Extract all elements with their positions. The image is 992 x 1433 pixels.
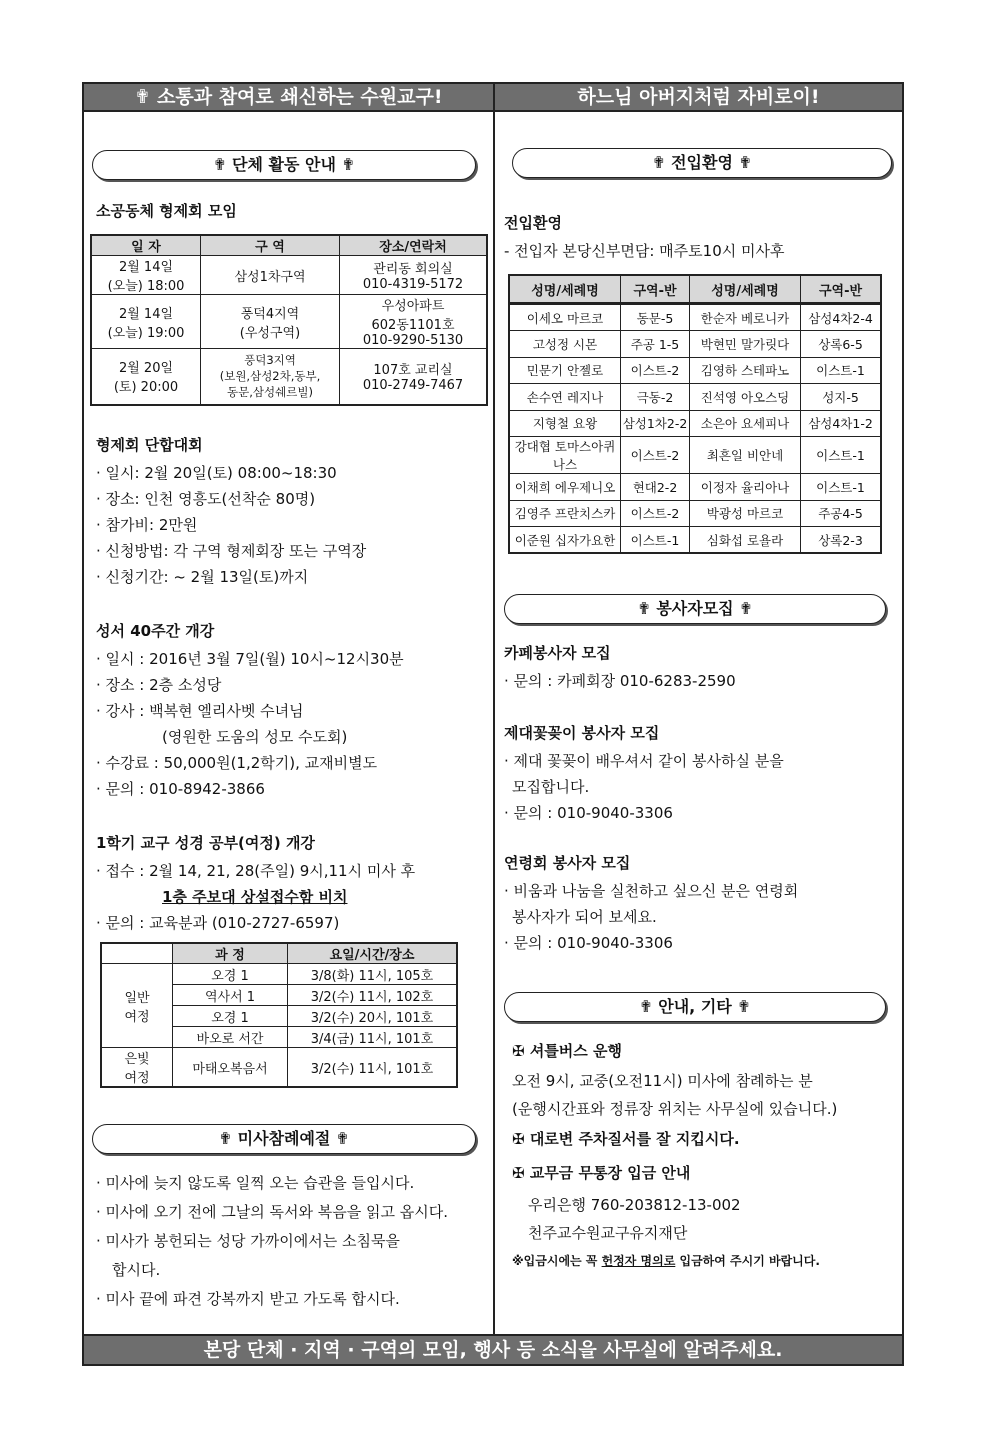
newcomer-area: 동문-5 (621, 304, 690, 331)
deposit-line: ✠ 교무금 무통장 입금 안내 (512, 1164, 691, 1182)
table-row: 오경 1 3/2(수) 20시, 101호 (101, 1006, 457, 1027)
mass-etiquette-heading: ✟ 미사참례예절 ✟ (92, 1124, 476, 1154)
volunteer-heading: ✟ 봉사자모집 ✟ (504, 594, 886, 624)
notice-heading: ✟ 안내, 기타 ✟ (504, 992, 886, 1022)
newcomer-area: 주공 1-5 (621, 331, 690, 358)
column-divider (493, 112, 495, 1338)
table-row (509, 384, 881, 411)
slogan-right: 하느님 아버지처럼 자비로이! (577, 86, 820, 108)
parking-line: ✠ 대로변 주차질서를 잘 지킵시다. (512, 1130, 740, 1148)
welcome-note: - 전입자 본당신부면담: 매주토10시 미사후 (504, 242, 785, 260)
newcomer-name: 지형철 요왕 (509, 410, 621, 437)
table-row (509, 474, 881, 501)
bulletin-page: ✟ 소통과 참여로 쇄신하는 수원교구! 하느님 아버지처럼 자비로이! ✟ 단체 활동 안내 ✟ 소공동체 형제회 모임 일 자 구 역 장소/연락처 2월 14일 (오늘) 18:00 삼성1차구역 관리동 회의실 010-4319-5172 2월 14일 (오늘) 19:00 풍덕4지역 (우성구역) 우성아파트 602동1101호 010-9290-5130 2월 20일 (토) 20:00 풍덕3지역 (보원,삼성2차,동부, 동문,삼성쉐르빌) 107호 교리실 010-2749-7467 형제회 단합대회 · 일시: 2월 20일(토) 08:00~18:30 · 장소: 인천 영흥도(선착순 80명) · 참가비: 2만원 · 신청방법: 각 구역 형제회장 또는 구역장 · 신청기간: ~ 2월 13일(토)까지 성서 40주간 개강 · 일시 : 2016년 3월 7일(월) 10시~12시30분 · 장소 : 2층 소성당 · 강사 : 백복현 엘리사벳 수녀님 (영원한 도움의 성모 수도회) · 수강료 : 50,000원(1,2학기), 교재비별도 · 문의 : 010-8942-3866 1학기 교구 성경 공부(여정) 개강 · 접수 : 2월 14, 21, 28(주일) 9시,11시 미사 후 1층 주보대 상설접수함 비치 · 문의 : 교육분과 (010-2727-6597) 과 정 요일/시간/장소 일반 여정 오경 1 3/8(화) 11시, 105호 역사서 1 3/2(수) 11시, 102호 오경 1 3/2(수) 20시, 101호 바오로 서간 3/4(금) 11시, 101호 은빛 여정 마태오복음서 3/2(수) 11시, 101호 ✟ 미사참례예절 ✟ · 미사에 늦지 않도록 일찍 오는 습관을 들입시다. · 미사에 오기 전에 그날의 독서와 복음을 읽고 옵시다. · 미사가 봉헌되는 성당 가까이에서는 소침묵을 합시다. · 미사 끝에 파견 강복까지 받고 가도록 합시다. ✟ 전입환영 ✟ 전입환영 - 전입자 본당신부면담: 매주토10시 미사후 성명/세례명 구역-반 성명/세례명 구역-반 이세오 마르코 동문-5 한순자 베로니카 삼성4차2-4 고성정 시몬 주공 1-5 박현민 말가릿다 상록6-5 민문기 안젤로 이스트-2 김영하 스테파노 이스트-1 손수연 레지나 극동-2 진석영 아오스딩 성지-5 지형철 요왕 삼성1차2-2 소은아 요세피나 삼성4차1-2 강대협 토마스아퀴나스 이스트-2 최흔일 비안네 이스트-1 이채희 에우제니오 현대2-2 이정자 율리아나 이스트-1 김영주 프란치스카 이스트-2 박광성 마르코 주공4-5 이준원 십자가요한 이스트-1 심화섭 로욜라 상록2-3 ✟ 봉사자모집 ✟ 카페봉사자 모집 · 문의 : 카페회장 010-6283-2590 제대꽃꽂이 봉사자 모집 · 제대 꽃꽂이 배우셔서 같이 봉사하실 분을 모집합니다. · 문의 : 010-9040-3306 연령회 봉사자 모집 · 비움과 나눔을 실천하고 싶으신 분은 연령회 봉사자가 되어 보세요. · 문의 : 010-9040-3306 ✟ 안내, 기타 ✟ ✠ 셔틀버스 운행 오전 9시, 교중(오전11시) 미사에 참례하는 분 (운행시간표와 정류장 위치는 사무실에 있습니다.) ✠ 대로변 주차질서를 잘 지킵시다. ✠ 교무금 무통장 입금 안내 우리은행 760-203812-13-002 천주교수원교구유지재단 ※입금시에는 꼭 헌정자 명의로 입금하여 주시기 바랍니다. 본당 단체 · 지역 · 구역의 모임, 행사 등 소식을 사무실에 알려주세요. (82, 82, 904, 1366)
newcomer-name: 최흔일 비안네 (690, 437, 801, 474)
newcomer-area: 삼성1차2-2 (621, 410, 690, 437)
deposit-warning: ※입금시에는 꼭 헌정자 명의로 입금하여 주시기 바랍니다. (512, 1254, 820, 1268)
newcomer-area: 이스트-1 (801, 437, 882, 474)
newcomer-name: 한순자 베로니카 (690, 304, 801, 331)
newcomer-name: 이세오 마르코 (509, 304, 621, 331)
newcomer-name: 소은아 요세피나 (690, 410, 801, 437)
rally-title: 형제회 단합대회 (96, 436, 203, 454)
newcomer-area: 이스트-2 (621, 357, 690, 384)
newcomer-area: 성지-5 (801, 384, 882, 411)
table-row (509, 527, 881, 554)
study-title: 1학기 교구 성경 공부(여정) 개강 (96, 834, 315, 852)
table-row (509, 437, 881, 474)
newcomer-name: 이채희 에우제니오 (509, 474, 621, 501)
newcomer-area: 주공4-5 (801, 500, 882, 527)
newcomer-name: 심화섭 로욜라 (690, 527, 801, 554)
cross-icon: ✠ (512, 1164, 525, 1182)
meeting-table (90, 234, 488, 406)
newcomer-name: 김영하 스테파노 (690, 357, 801, 384)
newcomer-area: 삼성4차1-2 (801, 410, 882, 437)
newcomer-name: 박광성 마르코 (690, 500, 801, 527)
meeting-title: 소공동체 형제회 모임 (96, 202, 237, 220)
table-row (509, 304, 881, 331)
newcomer-area: 이스트-2 (621, 500, 690, 527)
table-row: 역사서 1 3/2(수) 11시, 102호 (101, 985, 457, 1006)
table-row: 2월 14일 (오늘) 18:00 삼성1차구역 관리동 회의실 010-4319-5172 (91, 256, 487, 295)
newcomer-area: 이스트-1 (801, 474, 882, 501)
newcomer-name: 김영주 프란치스카 (509, 500, 621, 527)
table-row (509, 500, 881, 527)
table-row: 2월 14일 (오늘) 19:00 풍덕4지역 (우성구역) 우성아파트 602동1101호 010-9290-5130 (91, 295, 487, 349)
newcomer-area: 이스트-1 (621, 527, 690, 554)
col-area: 구 역 (201, 235, 340, 256)
newcomer-area: 이스트-1 (801, 357, 882, 384)
group-activity-heading: ✟ 단체 활동 안내 ✟ (92, 150, 476, 180)
study-table: 과 정 요일/시간/장소 일반 여정 오경 1 3/8(화) 11시, 105호 역사서 1 3/2(수) 11시, 102호 오경 1 3/2(수) 20시, 101호 바오로 서간 3/4(금) 11시, 101호 은빛 여정 마태오복음서 3/2(수) 11시, 101호 (100, 942, 458, 1088)
newcomer-name: 이정자 율리아나 (690, 474, 801, 501)
col-date: 일 자 (91, 235, 201, 256)
newcomer-name: 진석영 아오스딩 (690, 384, 801, 411)
table-row: 2월 20일 (토) 20:00 풍덕3지역 (보원,삼성2차,동부, 동문,삼성쉐르빌) 107호 교리실 010-2749-7467 (91, 349, 487, 405)
cross-icon: ✠ (512, 1130, 525, 1148)
welcome-subtitle: 전입환영 (504, 214, 562, 232)
top-banner (84, 84, 902, 112)
table-row: 은빛 여정 마태오복음서 3/2(수) 11시, 101호 (101, 1048, 457, 1088)
newcomer-area: 극동-2 (621, 384, 690, 411)
cross-icon: ✠ (512, 1042, 525, 1060)
newcomer-name: 민문기 안젤로 (509, 357, 621, 384)
newcomer-name: 고성정 시몬 (509, 331, 621, 358)
newcomer-area: 이스트-2 (621, 437, 690, 474)
table-row: 일반 여정 오경 1 3/8(화) 11시, 105호 (101, 964, 457, 985)
table-row (509, 410, 881, 437)
welcome-heading: ✟ 전입환영 ✟ (512, 148, 892, 178)
newcomer-table: 성명/세례명 구역-반 성명/세례명 구역-반 (508, 274, 882, 304)
shuttle-line: ✠ 셔틀버스 운행 (512, 1042, 622, 1060)
newcomer-area: 상록6-5 (801, 331, 882, 358)
newcomer-area: 상록2-3 (801, 527, 882, 554)
table-row: 바오로 서간 3/4(금) 11시, 101호 (101, 1027, 457, 1048)
newcomer-area: 삼성4차2-4 (801, 304, 882, 331)
col-place: 장소/연락처 (340, 235, 488, 256)
slogan-left: ✟ 소통과 참여로 쇄신하는 수원교구! (84, 84, 495, 110)
newcomer-area: 현대2-2 (621, 474, 690, 501)
newcomer-name: 이준원 십자가요한 (509, 527, 621, 554)
bible40-title: 성서 40주간 개강 (96, 622, 215, 640)
newcomer-name: 손수연 레지나 (509, 384, 621, 411)
table-row (509, 331, 881, 358)
table-row (509, 357, 881, 384)
newcomer-name: 박현민 말가릿다 (690, 331, 801, 358)
bottom-banner: 본당 단체 · 지역 · 구역의 모임, 행사 등 소식을 사무실에 알려주세요. (84, 1334, 902, 1364)
newcomer-rows (508, 303, 882, 554)
newcomer-name: 강대협 토마스아퀴나스 (509, 437, 621, 474)
